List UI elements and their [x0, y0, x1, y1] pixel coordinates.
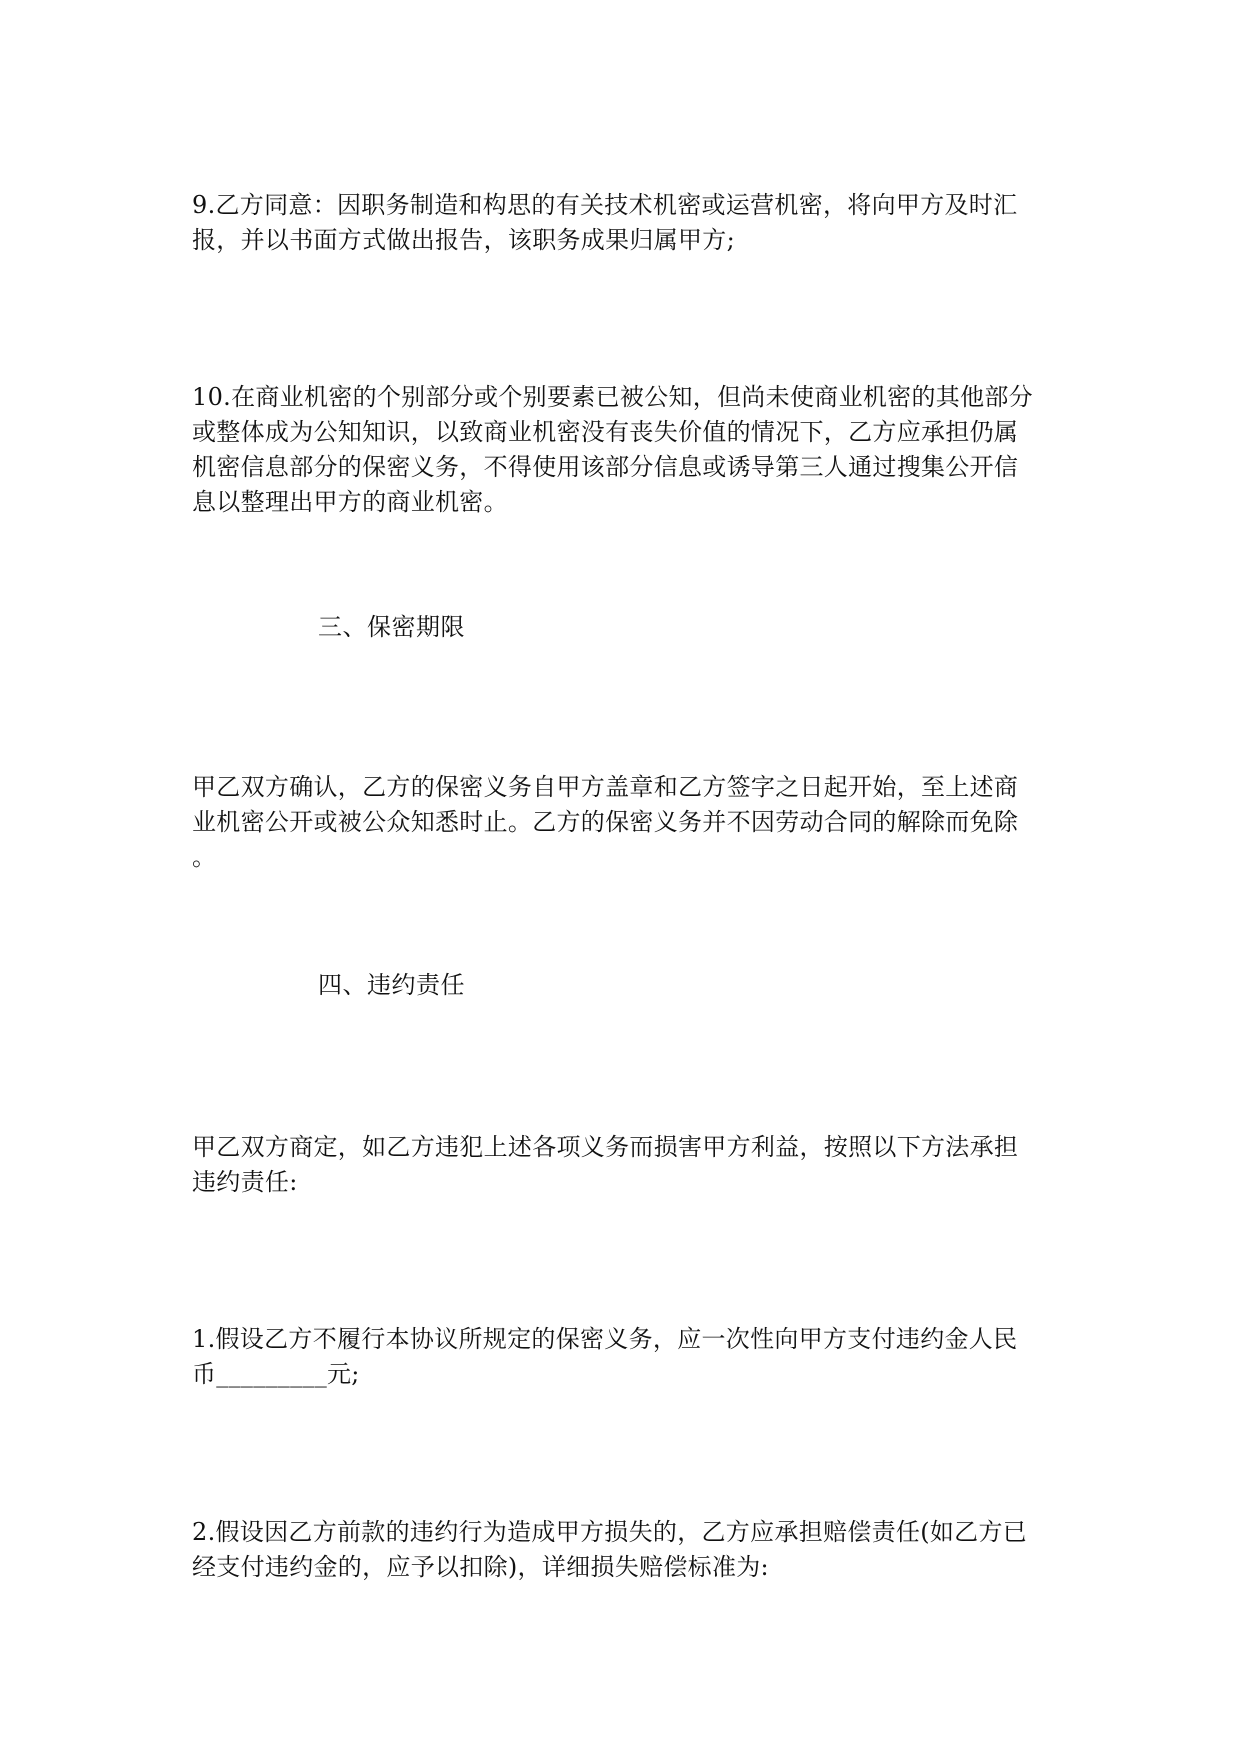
clause-10-paragraph — [192, 380, 1052, 520]
text-line: 。 — [192, 843, 217, 871]
text-line: 1.假设乙方不履行本协议所规定的保密义务，应一次性向甲方支付违约金人民 — [192, 1325, 1018, 1353]
text-line: 或整体成为公知知识，以致商业机密没有丧失价值的情况下，乙方应承担仍属 — [192, 418, 1019, 446]
clause-9-paragraph — [192, 188, 1052, 258]
liability-item-2-paragraph — [192, 1515, 1052, 1585]
text-line: 机密信息部分的保密义务，不得使用该部分信息或诱导第三人通过搜集公开信 — [192, 453, 1019, 481]
text-line: 甲乙双方确认，乙方的保密义务自甲方盖章和乙方签字之日起开始，至上述商 — [192, 773, 1019, 801]
liability-item-1-paragraph — [192, 1322, 1052, 1392]
text-line: 币_________元; — [192, 1360, 360, 1388]
confidentiality-period-paragraph — [192, 770, 1052, 875]
text-line: 2.假设因乙方前款的违约行为造成甲方损失的，乙方应承担赔偿责任(如乙方已 — [192, 1518, 1028, 1546]
liability-paragraph — [192, 1130, 1052, 1200]
text-line: 9.乙方同意：因职务制造和构思的有关技术机密或运营机密，将向甲方及时汇 — [192, 191, 1018, 219]
text-line: 违约责任: — [192, 1168, 298, 1196]
text-line: 经支付违约金的，应予以扣除)，详细损失赔偿标准为: — [192, 1553, 769, 1581]
text-line: 报，并以书面方式做出报告，该职务成果归属甲方; — [192, 226, 735, 254]
section-heading-liability: 四、违约责任 — [318, 971, 465, 999]
text-line: 10.在商业机密的个别部分或个别要素已被公知，但尚未使商业机密的其他部分 — [192, 383, 1033, 411]
text-line: 甲乙双方商定，如乙方违犯上述各项义务而损害甲方利益，按照以下方法承担 — [192, 1133, 1019, 1161]
section-heading-confidentiality-period: 三、保密期限 — [318, 613, 465, 641]
text-line: 息以整理出甲方的商业机密。 — [192, 488, 508, 516]
text-line: 业机密公开或被公众知悉时止。乙方的保密义务并不因劳动合同的解除而免除 — [192, 808, 1019, 836]
